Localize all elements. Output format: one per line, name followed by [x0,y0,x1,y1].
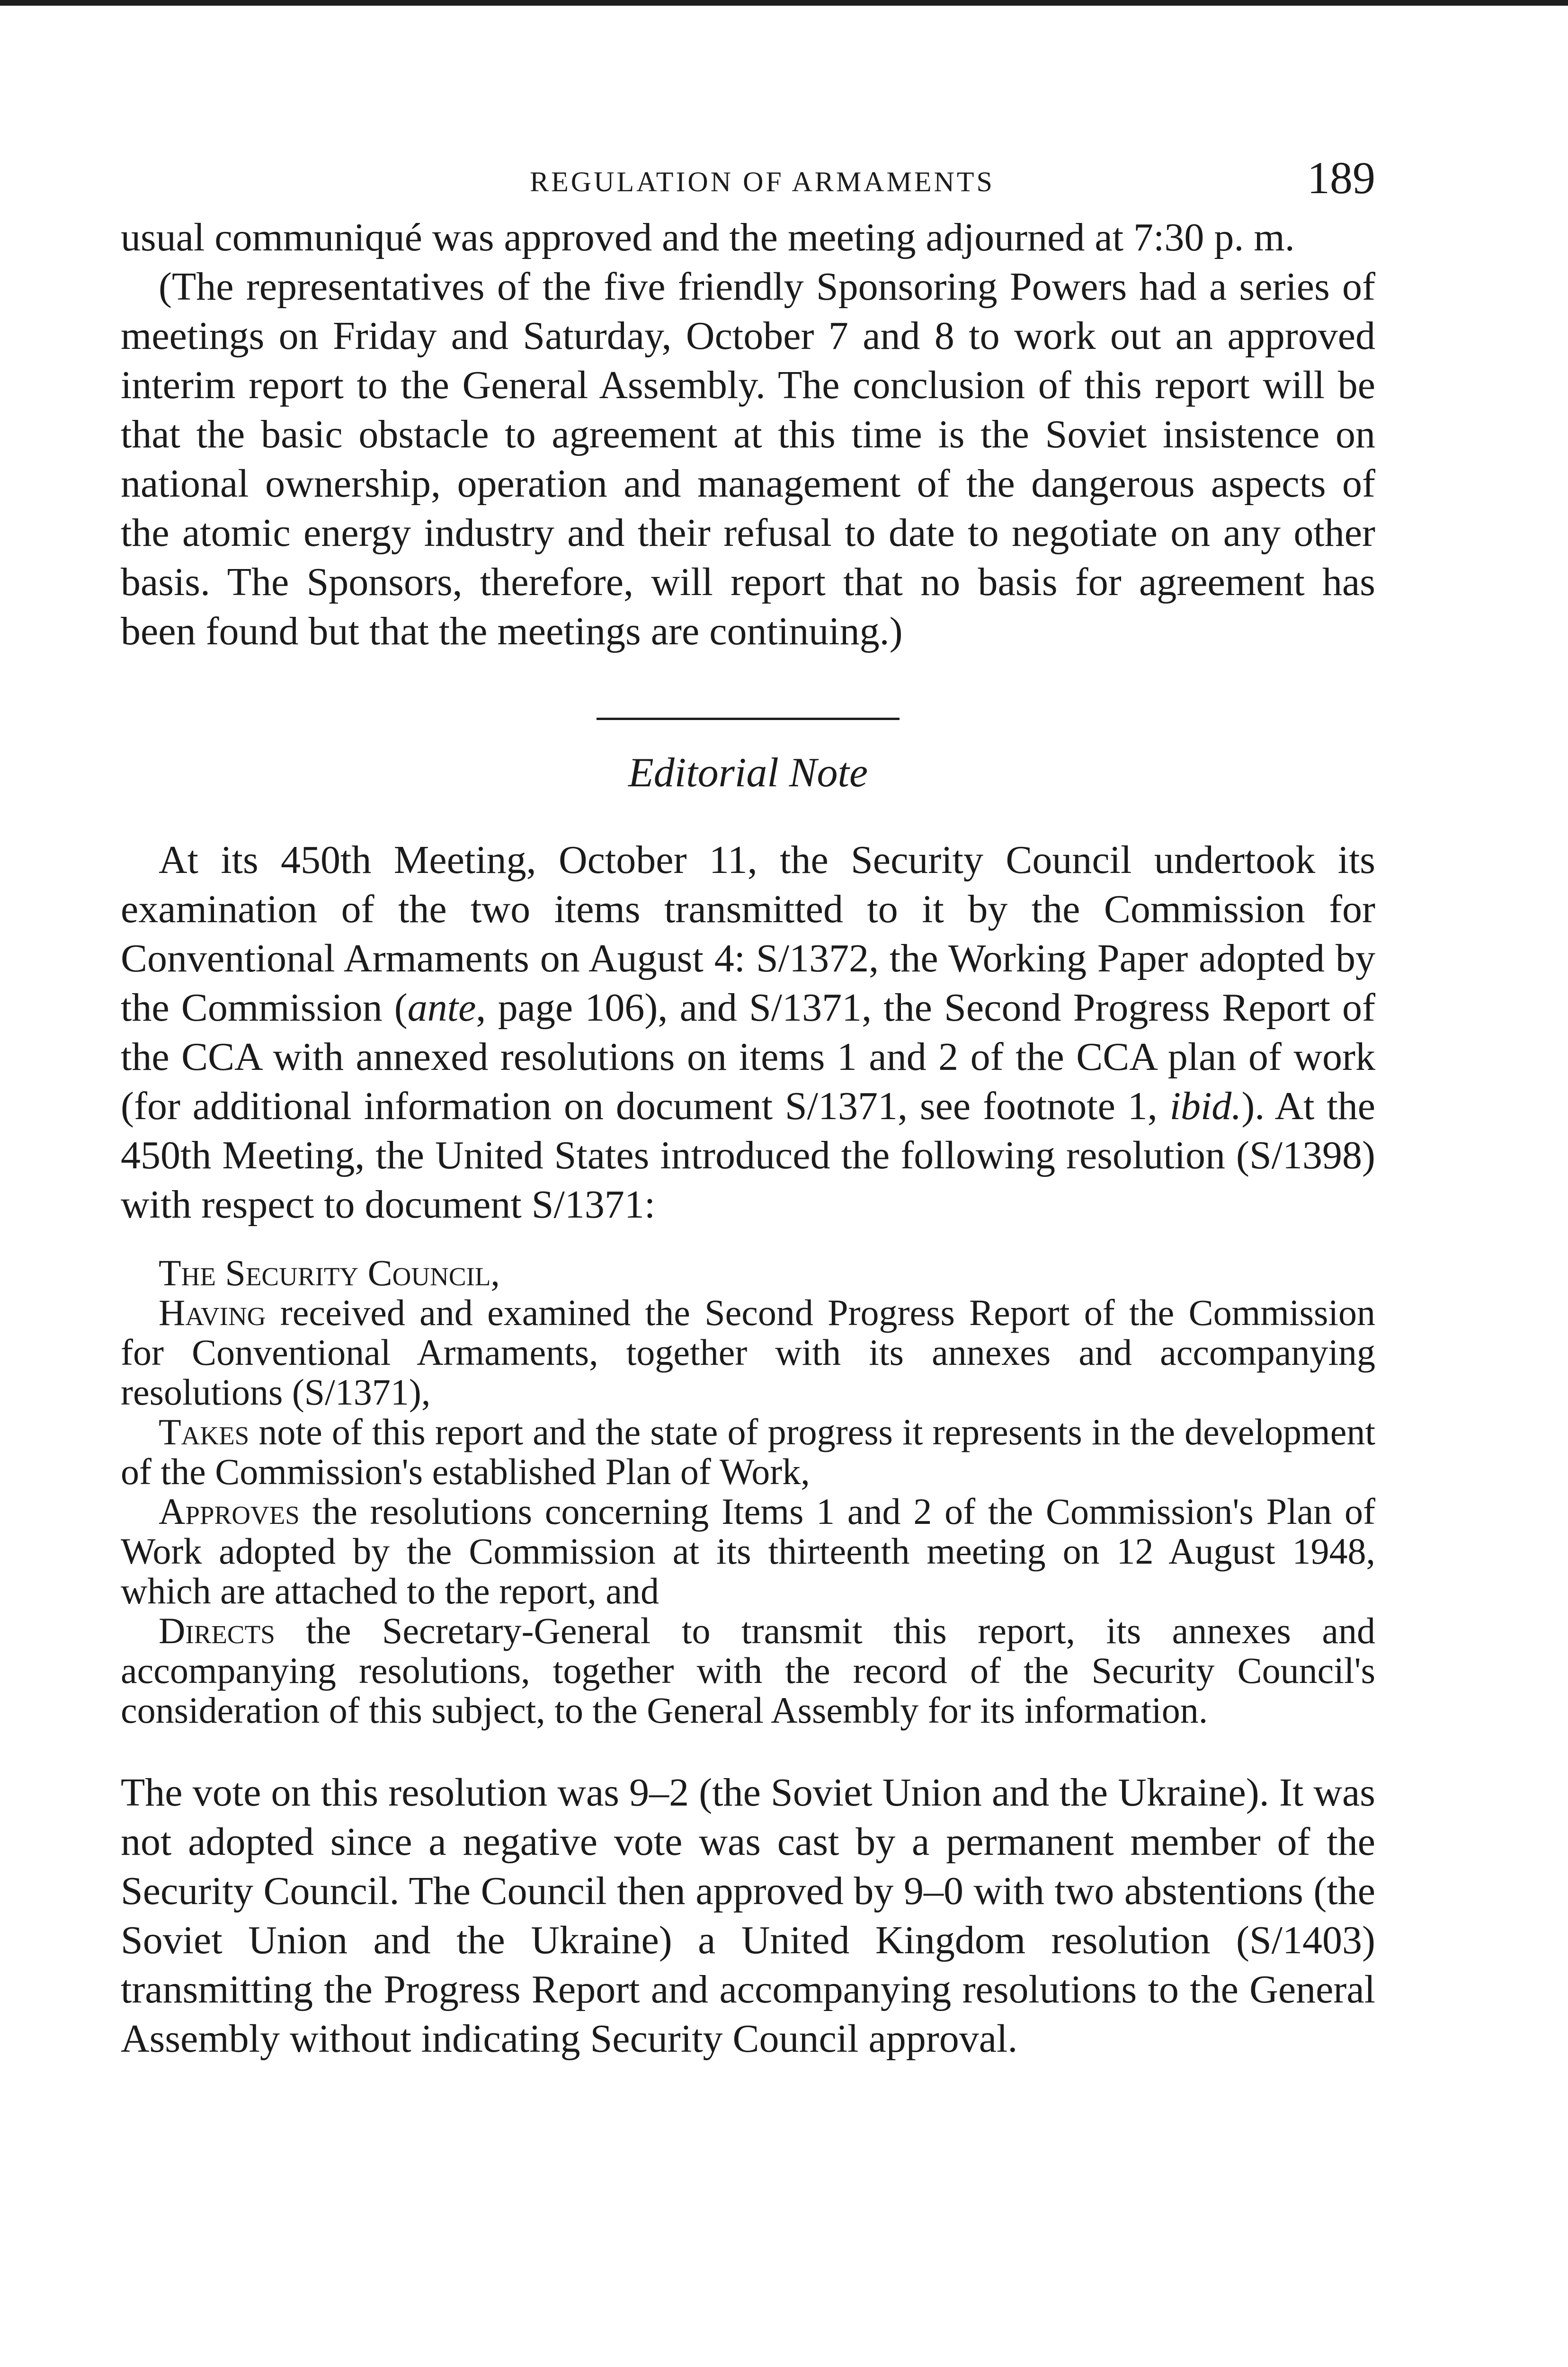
editorial-note-paragraph [121,836,1375,1229]
running-title: REGULATION OF ARMAMENTS [530,166,995,197]
clause-text-approves: the resolutions concerning Items 1 and 2 of the Commission's Plan of Work adopted by the Commission at its thirteenth meeting on 12 August 1948, which are attached to the report, and [121,1491,1375,1611]
section-divider [597,718,900,720]
resolution-clause-having [121,1293,1375,1412]
resolution-clause-approves [121,1492,1375,1611]
clause-keyword-takes: Takes [159,1411,249,1452]
resolution-clause-takes [121,1412,1375,1492]
paragraph-continuation: usual communiqué was approved and the meeting adjourned at 7:30 p. m. [121,215,1295,259]
editorial-note-text-c: ). At the 450th Meeting, the United States introduced the following resolution (S/1398) with respect to document S/1371: [121,1084,1375,1227]
ante-reference: ante [407,986,476,1030]
ibid-reference: ibid. [1169,1084,1242,1128]
page-number: 189 [1307,152,1375,203]
running-head [121,142,1375,203]
resolution-clause-directs [121,1611,1375,1730]
document-page [121,142,1375,2064]
clause-keyword-approves: Approves [159,1491,300,1532]
clause-keyword-having: Having [159,1292,266,1333]
editorial-note-text-b: , page 106), and S/1371, the Second Progress Report of the CCA with annexed resolutions on items 1 and 2 of the CCA plan of work (for additional information on document S/1371, see footnote 1, [121,986,1375,1128]
clause-text-directs: the Secretary-General to transmit this report, its annexes and accompanying resolutions, together with the record of the Security Council's consideration of this subject, to the General Assembly for its information. [121,1610,1375,1731]
clause-text-having: received and examined the Second Progress Report of the Commission for Conventional Armaments, together with its annexes and accompanying resolutions (S/1371), [121,1292,1375,1413]
clause-text-takes: note of this report and the state of progress it represents in the development of the Commission's established Plan of Work, [121,1411,1375,1492]
resolution-addressee: The Security Council, [159,1252,500,1293]
editorial-note-text-a: At its 450th Meeting, October 11, the Security Council undertook its examination of the two items transmitted to it by the Commission for Conventional Armaments on August 4: S/1372, the Working Paper adopted by the Commission ( [121,838,1375,1030]
clause-keyword-directs: Directs [159,1610,275,1651]
paragraph-sponsors-meetings: (The representatives of the five friendly Sponsoring Powers had a series of meetings on Friday and Saturday, October 7 and 8 to work out an approved interim report to the General Assembly. The conclusion of this report will be that the basic obstacle to agreement at this time is the Soviet insistence on national ownership, operation and management of the dangerous aspects of the atomic energy industry and their refusal to date to negotiate on any other basis. The Sponsors, therefore, will report that no basis for agreement has been found but that the meetings are continuing.) [121,265,1375,653]
paragraph-vote-outcome: The vote on this resolution was 9–2 (the Soviet Union and the Ukraine). It was not adopted since a negative vote was cast by a permanent member of the Security Council. The Council then approved by 9–0 with two abstentions (the Soviet Union and the Ukraine) a United Kingdom resolution (S/1403) transmitting the Progress Report and accompanying resolutions to the General Assembly without indicating Security Council approval. [121,1771,1375,2061]
resolution-block [121,1253,1375,1730]
editorial-note-heading: Editorial Note [628,750,868,796]
top-border-rule [0,0,1568,6]
